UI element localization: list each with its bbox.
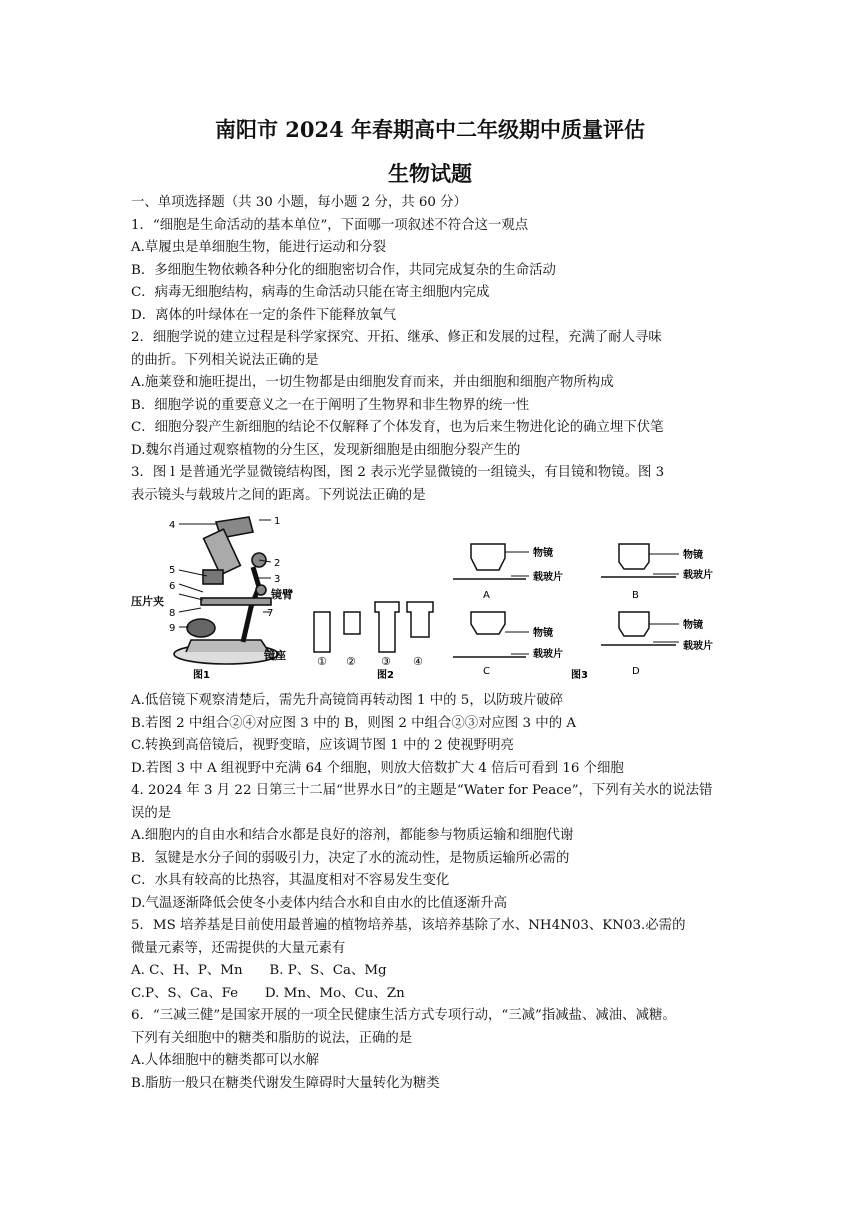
panel-b-label: B (632, 590, 639, 601)
label-base: 镜座 (264, 649, 286, 662)
microscope-figure (131, 512, 731, 682)
text-line: A.低倍镜下观察清楚后，需先升高镜筒再转动图 1 中的 5，以防玻片破碎 (131, 693, 564, 708)
lens-set (314, 602, 433, 652)
text-line: 4. 2024 年 3 月 22 日第三十二届“世界水日”的主题是“Water for Peace”，下列有关水的说法错 (131, 783, 713, 798)
fig2-label: 图2 (377, 670, 394, 681)
text-line: D.气温逐渐降低会使冬小麦体内结合水和自由水的比值逐渐升高 (131, 895, 508, 911)
label-slide-c: 载玻片 (533, 649, 563, 660)
page-title: 南阳市 2024 年春期高中二年级期中质量评估 (214, 117, 646, 142)
text-line: 一、单项选择题（共 30 小题，每小题 2 分，共 60 分） (131, 195, 467, 210)
text-line: B.若图 2 中组合②④对应图 3 中的 B，则图 2 中组合②③对应图 3 中的 A (131, 715, 577, 731)
text-line: C.P、S、Ca、Fe D. Mn、Mo、Cu、Zn (131, 985, 405, 1001)
text-line: 下列有关细胞中的糖类和脂肪的说法，正确的是 (131, 1030, 413, 1046)
callout-6: 6 (169, 581, 176, 592)
text-line: C．病毒无细胞结构，病毒的生命活动只能在寄主细胞内完成 (131, 285, 490, 300)
label-slide-a: 载玻片 (533, 572, 563, 583)
text-line: D.魏尔肖通过观察植物的分生区，发现新细胞是由细胞分裂产生的 (131, 442, 521, 458)
text-line: 5．MS 培养基是目前使用最普遍的植物培养基，该培养基除了水、NH4N03、KN03.必需的 (131, 918, 686, 933)
label-objective-b: 物镜 (683, 550, 703, 561)
label-slide-d: 载玻片 (683, 641, 713, 652)
lens-2-label: ② (346, 655, 356, 668)
text-line: D．离体的叶绿体在一定的条件下能释放氧气 (131, 307, 397, 323)
microscope-diagram (174, 516, 281, 664)
panel-a-label: A (483, 590, 490, 601)
text-line: D.若图 3 中 A 组视野中充满 64 个细胞，则放大倍数扩大 4 倍后可看到 16 个细胞 (131, 760, 624, 776)
text-line: A.细胞内的自由水和结合水都是良好的溶剂，都能参与物质运输和细胞代谢 (131, 828, 574, 843)
text-line: 3．图 l 是普通光学显微镜结构图，图 2 表示光学显微镜的一组镜头，有目镜和物镜。图 3 (131, 465, 665, 480)
callout-3: 3 (274, 574, 281, 585)
lens-4-label: ④ (413, 655, 423, 668)
label-clip: 压片夹 (131, 595, 164, 608)
callout-2: 2 (274, 558, 281, 569)
callout-1: 1 (274, 516, 281, 527)
callout-7: 7 (267, 608, 274, 619)
text-line: A.施莱登和施旺提出，一切生物都是由细胞发育而来，并由细胞和细胞产物所构成 (131, 375, 614, 390)
label-arm: 镜臂 (271, 588, 293, 601)
panel-c-label: C (483, 666, 490, 677)
text-line: A. C、H、P、Mn B. P、S、Ca、Mg (131, 963, 387, 978)
panel-d-label: D (632, 666, 640, 677)
text-line: 2．细胞学说的建立过程是科学家探究、开拓、继承、修正和发展的过程，充满了耐人寻味 (131, 330, 662, 345)
text-line: A.人体细胞中的糖类都可以水解 (131, 1053, 320, 1068)
text-line: 6．“三减三健”是国家开展的一项全民健康生活方式专项行动，“三减”指减盐、减油、减糖。 (131, 1008, 676, 1023)
label-objective-c: 物镜 (533, 628, 553, 639)
text-line: A.草履虫是单细胞生物，能进行运动和分裂 (131, 240, 386, 255)
text-line: B．细胞学说的重要意义之一在于阐明了生物界和非生物界的统一性 (131, 397, 530, 413)
text-line: 误的是 (131, 805, 172, 821)
page-subtitle: 生物试题 (388, 161, 472, 186)
lens-3-label: ③ (381, 655, 391, 668)
text-line: 表示镜头与载玻片之间的距离。下列说法正确的是 (131, 487, 426, 503)
callout-5: 5 (169, 565, 176, 576)
text-line: C．细胞分裂产生新细胞的结论不仅解释了个体发育，也为后来生物进化论的确立埋下伏笔 (131, 420, 664, 435)
text-line: B．多细胞生物依赖各种分化的细胞密切合作，共同完成复杂的生命活动 (131, 262, 556, 278)
callout-9: 9 (169, 623, 176, 634)
callout-4: 4 (169, 520, 176, 531)
text-line: 1．“细胞是生命活动的基本单位”，下面哪一项叙述不符合这一观点 (131, 217, 529, 233)
callout-8: 8 (169, 608, 176, 619)
text-line: 微量元素等，还需提供的大量元素有 (131, 940, 346, 956)
text-line: C．水具有较高的比热容，其温度相对不容易发生变化 (131, 873, 450, 888)
lens-1-label: ① (317, 655, 327, 668)
label-objective-d: 物镜 (683, 620, 703, 631)
text-line: B.脂肪一般只在糖类代谢发生障碍时大量转化为糖类 (131, 1075, 440, 1091)
text-line: 的曲折。下列相关说法正确的是 (131, 352, 319, 368)
fig3-label: 图3 (571, 670, 588, 681)
label-objective-a: 物镜 (533, 548, 553, 559)
text-line: B．氢键是水分子间的弱吸引力，决定了水的流动性，是物质运输所必需的 (131, 850, 570, 866)
text-line: C.转换到高倍镜后，视野变暗，应该调节图 1 中的 2 使视野明亮 (131, 738, 514, 753)
fig1-label: 图1 (193, 670, 210, 681)
label-slide-b: 载玻片 (683, 570, 713, 581)
